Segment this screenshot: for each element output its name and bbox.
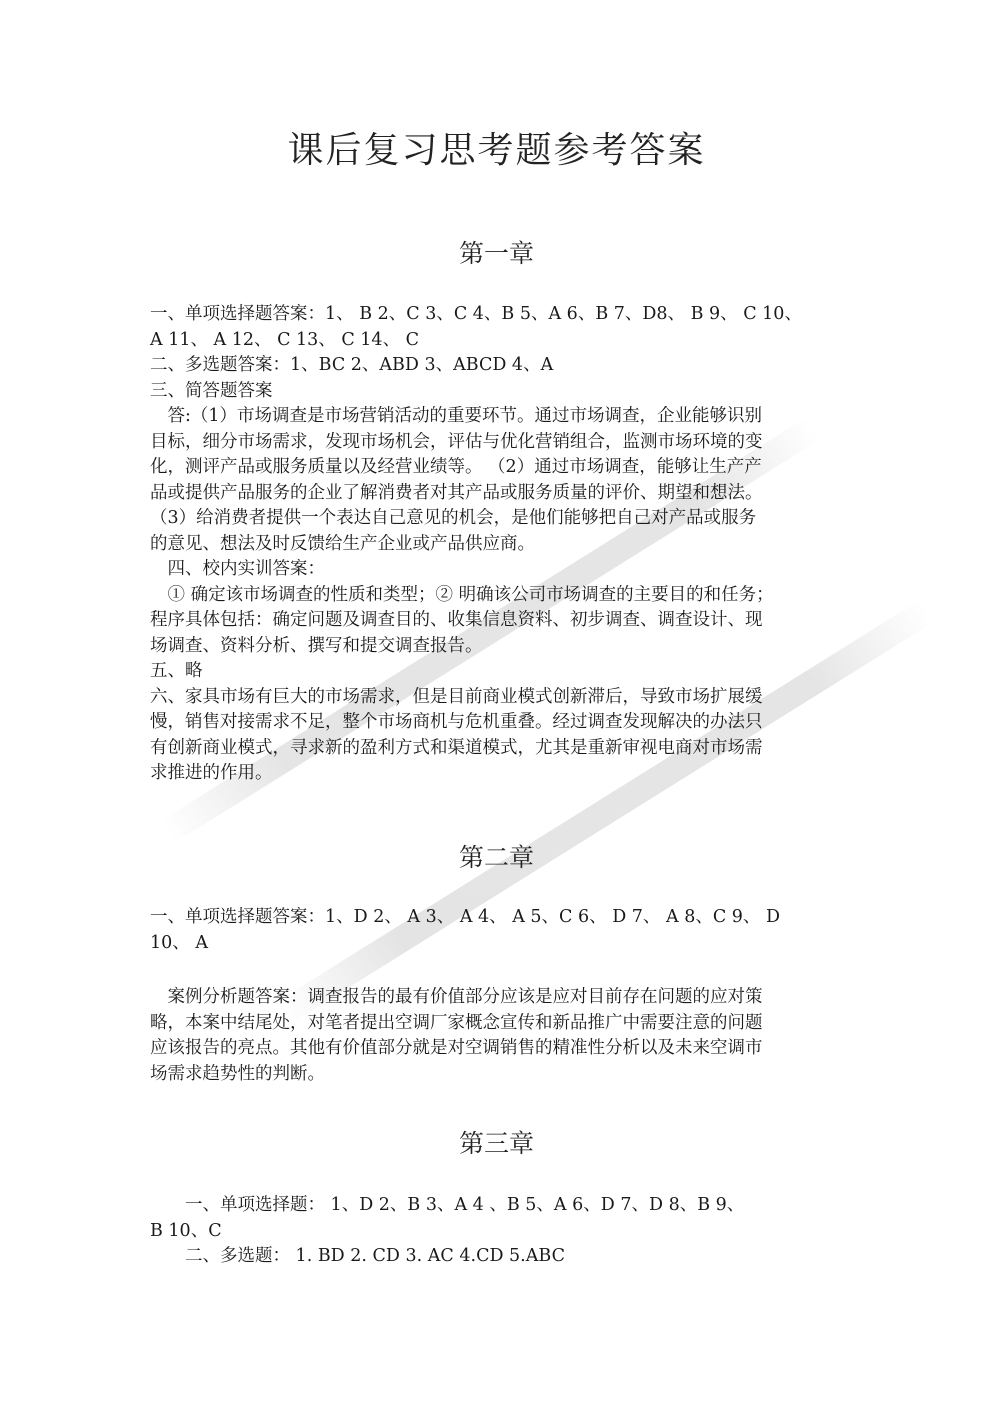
ch1-q3-line1: 答:（1）市场调查是市场营销活动的重要环节。通过市场调查，企业能够识别	[167, 406, 763, 426]
ch2-case-line1: 案例分析题答案：调查报告的最有价值部分应该是应对目前存在问题的应对策	[167, 987, 763, 1007]
ch1-q3-line4: 品或提供产品服务的企业了解消费者对其产品或服务质量的评价、期望和想法。	[150, 482, 763, 503]
chapter1-heading: 第一章	[458, 239, 534, 268]
ch2-q1-line2: 10、 A	[150, 932, 208, 953]
ch1-q5: 五、略	[150, 661, 203, 681]
chapter2-case	[150, 985, 848, 1087]
ch2-q1-line1: 一、单项选择题答案：1、D 2、 A 3、 A 4、 A 5、C 6、 D 7、 A 8、C 9、 D	[150, 907, 781, 927]
chapter2-mcq	[150, 905, 848, 956]
ch2-case-line3: 应该报告的亮点。其他有价值部分就是对空调销售的精准性分析以及未来空调市	[150, 1038, 763, 1058]
ch1-q3-line6: 的意见、想法及时反馈给生产企业或产品供应商。	[150, 533, 535, 554]
ch1-q1-line2: A 11、 A 12、 C 13、 C 14、 C	[150, 329, 420, 350]
ch1-q3-line5: （3）给消费者提供一个表达自己意见的机会，是他们能够把自己对产品或服务	[150, 508, 757, 528]
ch2-case-line2: 略，本案中结尾处，对笔者提出空调厂家概念宣传和新品推广中需要注意的问题	[150, 1012, 763, 1033]
ch1-q6-line4: 求推进的作用。	[150, 763, 273, 783]
ch1-q3-line2: 目标，细分市场需求，发现市场机会，评估与优化营销组合，监测市场环境的变	[150, 431, 763, 452]
ch3-q1-line1: 一、单项选择题： 1、D 2、B 3、A 4 、B 5、A 6、D 7、D 8、B 9、	[185, 1195, 745, 1215]
ch3-q2: 二、多选题： 1. BD 2. CD 3. AC 4.CD 5.ABC	[185, 1246, 565, 1266]
ch3-q1-line2: B 10、C	[150, 1220, 222, 1241]
ch1-q3-line3: 化，测评产品或服务质量以及经营业绩等。 （2）通过市场调查，能够让生产产	[150, 457, 762, 477]
ch1-q4-line3: 场调查、资料分析、撰写和提交调查报告。	[150, 635, 483, 656]
ch1-q4-heading: 四、校内实训答案：	[167, 559, 325, 579]
chapter2-heading: 第二章	[458, 843, 534, 872]
document-title: 课后复习思考题参考答案	[287, 130, 706, 171]
ch2-case-line4: 场需求趋势性的判断。	[150, 1063, 325, 1084]
chapter3-body	[150, 1193, 848, 1270]
ch1-q1-line1: 一、单项选择题答案：1、 B 2、C 3、C 4、B 5、A 6、B 7、D8、 B 9、 C 10、	[150, 304, 802, 324]
ch1-q4-line1: ① 确定该市场调查的性质和类型；② 明确该公司市场调查的主要目的和任务；	[167, 584, 774, 605]
ch1-q4-line2: 程序具体包括：确定问题及调查目的、收集信息资料、初步调查、调查设计、现	[150, 610, 763, 630]
ch1-q6-line2: 慢，销售对接需求不足，整个市场商机与危机重叠。经过调查发现解决的办法只	[150, 712, 763, 732]
ch1-q6-line3: 有创新商业模式，寻求新的盈利方式和渠道模式，尤其是重新审视电商对市场需	[150, 737, 763, 758]
chapter1-body	[150, 302, 848, 787]
chapter3-heading: 第三章	[458, 1129, 534, 1158]
ch1-q2: 二、多选题答案：1、BC 2、ABD 3、ABCD 4、A	[150, 355, 554, 375]
ch1-q3-heading: 三、简答题答案	[150, 380, 273, 401]
ch1-q6-line1: 六、家具市场有巨大的市场需求，但是目前商业模式创新滞后，导致市场扩展缓	[150, 686, 763, 707]
